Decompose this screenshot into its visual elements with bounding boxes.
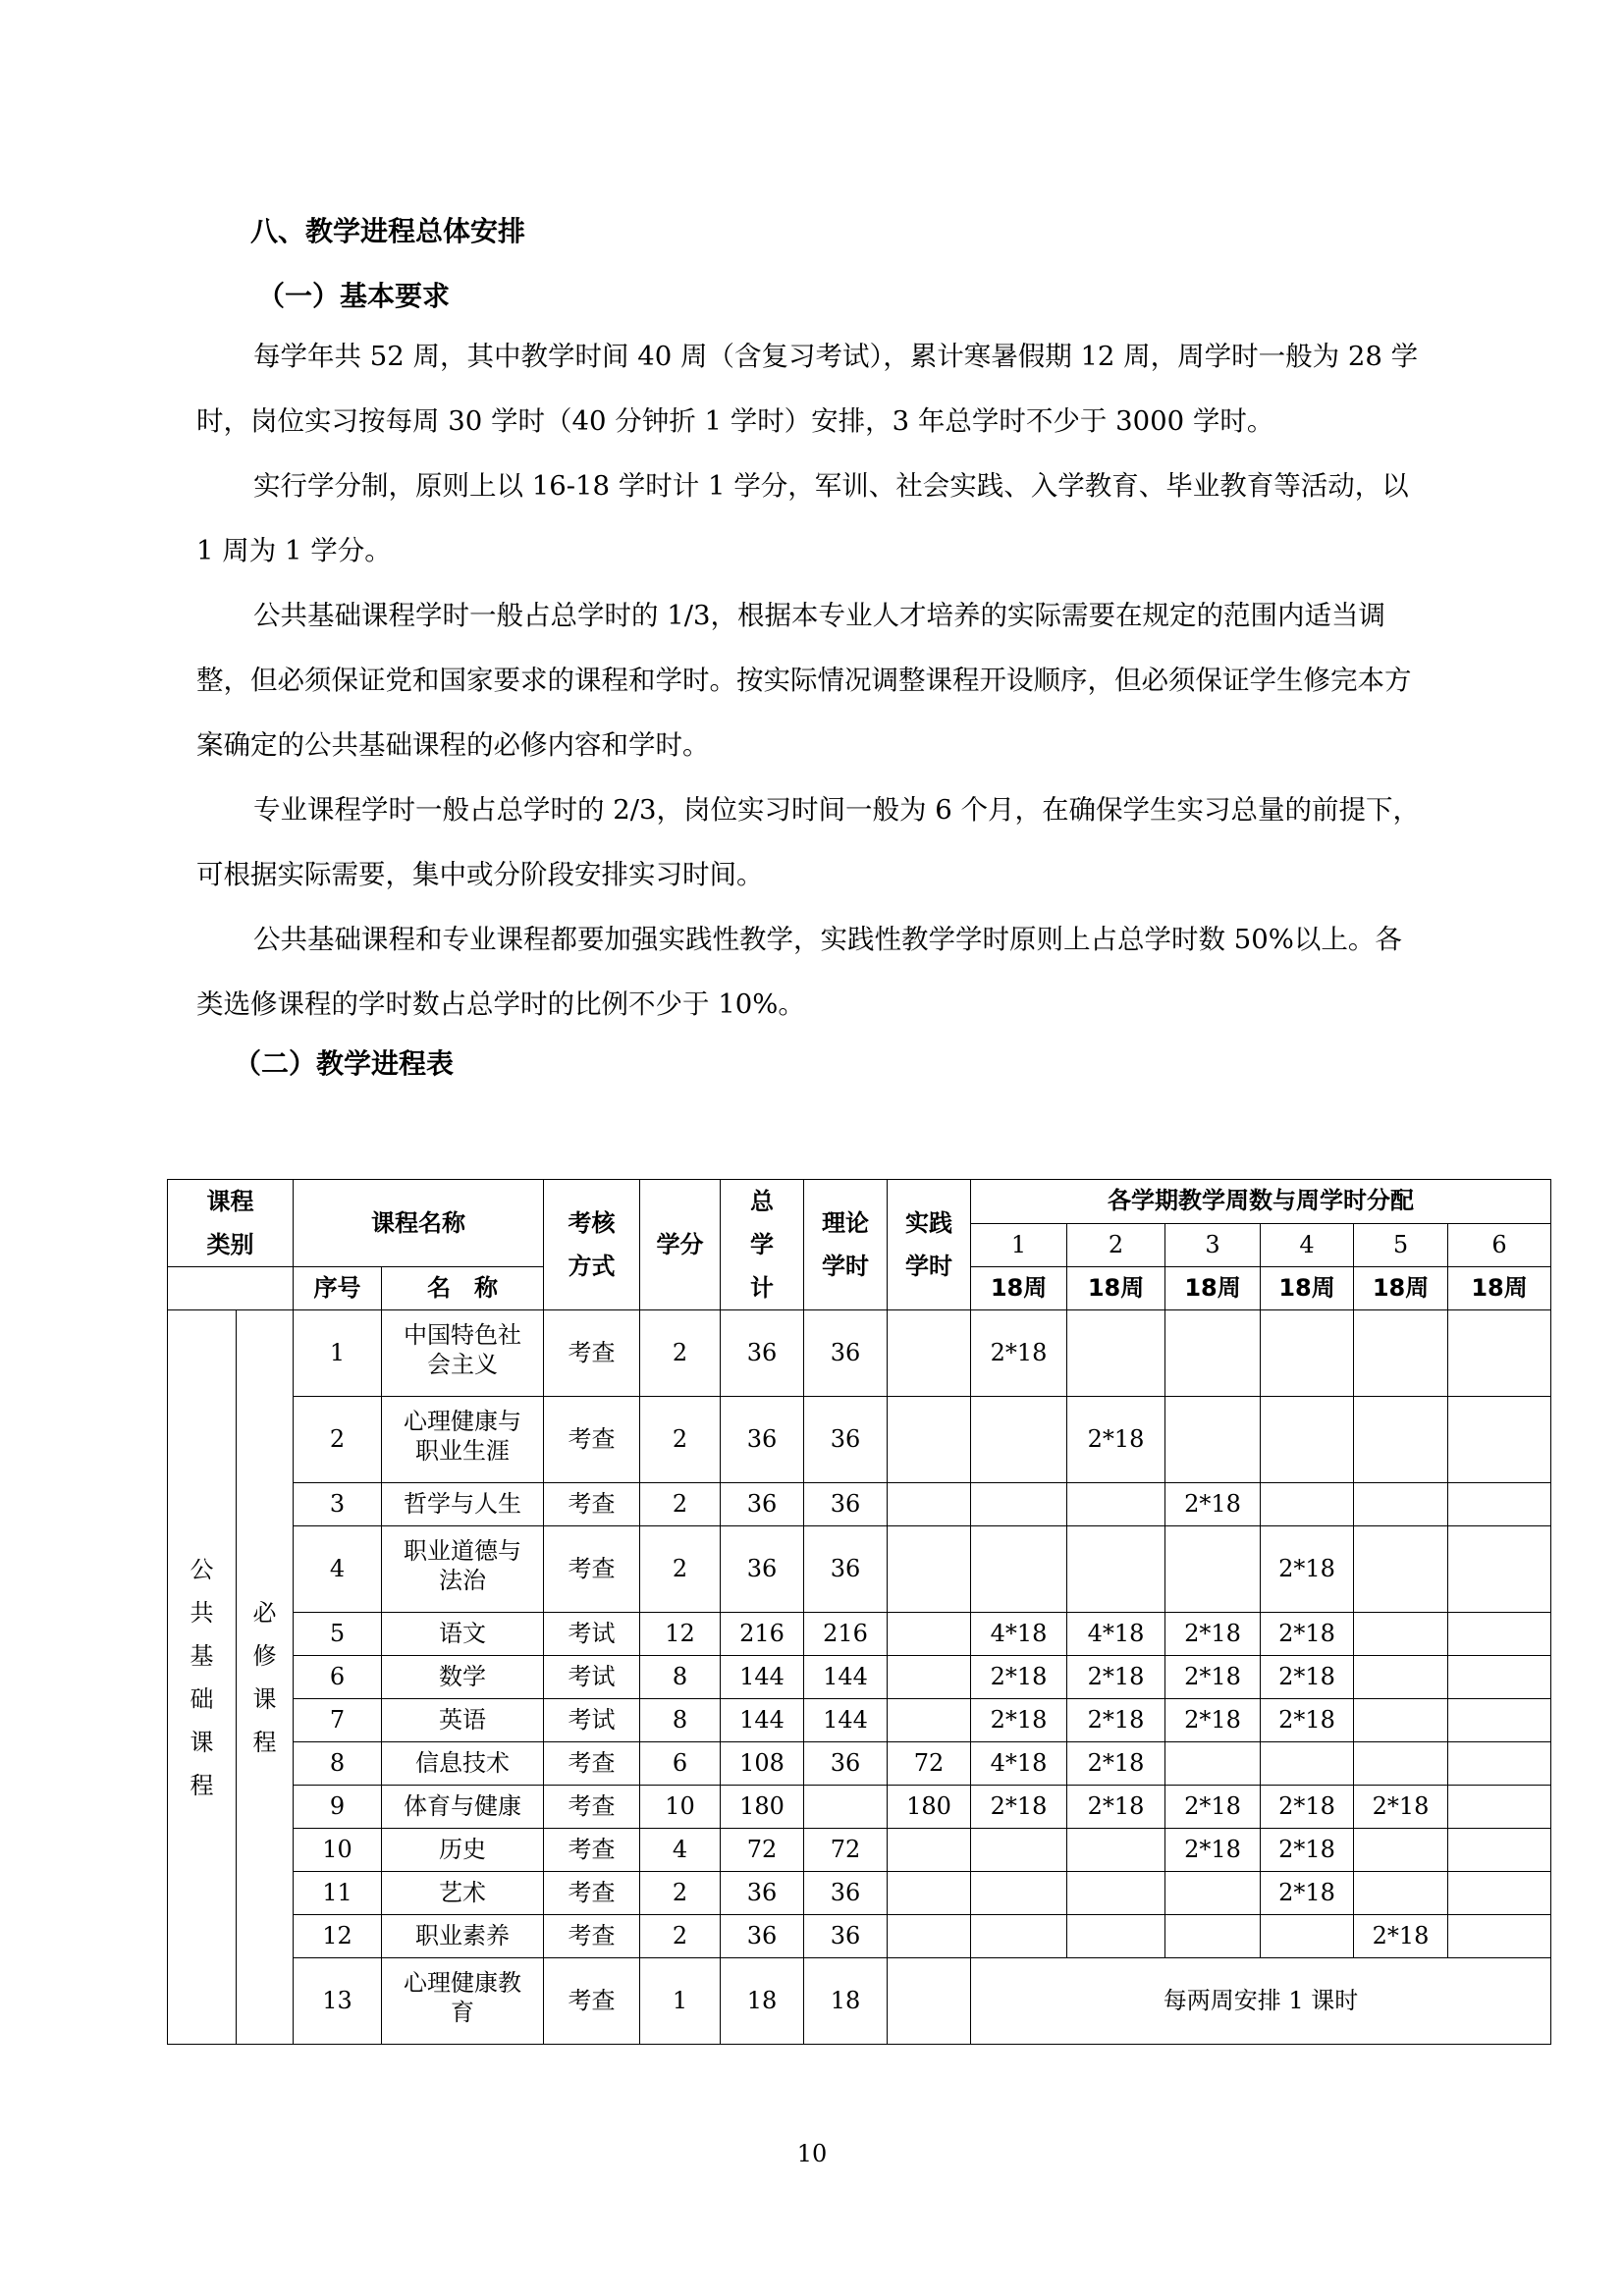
- semester-2-cell: 2*18: [1067, 1699, 1165, 1742]
- seq-cell: 7: [294, 1699, 382, 1742]
- paragraph-1: 每学年共 52 周，其中教学时间 40 周（含复习考试），累计寒暑假期 12 周，周学时一般为 28 学时，岗位实习按每周 30 学时（40 分钟折 1 学时）安排，3 年总学时不少于 3000 学时。: [196, 341, 1419, 437]
- semester-2-cell: 2*18: [1067, 1742, 1165, 1786]
- practice-hours-cell: [888, 1699, 971, 1742]
- course-name-cell: [382, 1742, 544, 1786]
- semester-4-cell: 2*18: [1261, 1699, 1354, 1742]
- semester-4-cell: [1261, 1483, 1354, 1526]
- total-hours-cell: 72: [721, 1829, 804, 1872]
- semester-4-cell: 2*18: [1261, 1786, 1354, 1829]
- semester-5-cell: [1354, 1872, 1448, 1915]
- theory-hours-cell: 72: [804, 1829, 888, 1872]
- total-hours-cell: 36: [721, 1483, 804, 1526]
- course-name-cell: [382, 1915, 544, 1958]
- table-row: [168, 1613, 1551, 1656]
- total-hours-cell: 180: [721, 1786, 804, 1829]
- semester-1-cell: [971, 1872, 1067, 1915]
- semester-2-cell: 2*18: [1067, 1397, 1165, 1483]
- table-row: [168, 1915, 1551, 1958]
- semester-3-cell: [1165, 1742, 1261, 1786]
- semester-6-cell: [1448, 1872, 1551, 1915]
- semester-6-cell: [1448, 1829, 1551, 1872]
- semester-1-cell: [971, 1526, 1067, 1613]
- semester-5-cell: [1354, 1829, 1448, 1872]
- credit-cell: 4: [640, 1829, 721, 1872]
- theory-hours-cell: [804, 1786, 888, 1829]
- semester-2-cell: [1067, 1483, 1165, 1526]
- category-main-cell: [168, 1310, 237, 2045]
- semester-3-cell: 2*18: [1165, 1786, 1261, 1829]
- course-name-text: 历史: [439, 1836, 486, 1863]
- semester-4-cell: 2*18: [1261, 1526, 1354, 1613]
- semester-3-cell: [1165, 1526, 1261, 1613]
- credit-cell: 12: [640, 1613, 721, 1656]
- semester-2-cell: [1067, 1310, 1165, 1397]
- assessment-cell: 考查: [544, 1310, 640, 1397]
- semester-5-cell: 2*18: [1354, 1786, 1448, 1829]
- total-hours-cell: 36: [721, 1915, 804, 1958]
- semester-4-cell: 2*18: [1261, 1872, 1354, 1915]
- course-name-cell: [382, 1699, 544, 1742]
- semester-4-cell: 2*18: [1261, 1613, 1354, 1656]
- theory-hours-cell: 36: [804, 1526, 888, 1613]
- header-weeks-5: 18周: [1354, 1267, 1448, 1310]
- semester-6-cell: [1448, 1786, 1551, 1829]
- paragraph-5: 公共基础课程和专业课程都要加强实践性教学，实践性教学学时原则上占总学时数 50%以上。各类选修课程的学时数占总学时的比例不少于 10%。: [196, 924, 1402, 1020]
- credit-cell: 2: [640, 1526, 721, 1613]
- header-semester-2: 2: [1067, 1223, 1165, 1267]
- category-sub-cell: [237, 1310, 294, 2045]
- header-semester-5: 5: [1354, 1223, 1448, 1267]
- semester-6-cell: [1448, 1310, 1551, 1397]
- credit-cell: 1: [640, 1958, 721, 2045]
- course-name-text: 中国特色社会主义: [404, 1321, 521, 1378]
- semester-4-cell: [1261, 1915, 1354, 1958]
- course-name-text: 职业素养: [415, 1922, 510, 1949]
- semester-3-cell: 2*18: [1165, 1483, 1261, 1526]
- semester-5-cell: [1354, 1656, 1448, 1699]
- header-semester-1: 1: [971, 1223, 1067, 1267]
- credit-cell: 2: [640, 1483, 721, 1526]
- semester-merged-note-cell: 每两周安排 1 课时: [971, 1958, 1551, 2045]
- semester-4-cell: 2*18: [1261, 1829, 1354, 1872]
- seq-cell: 2: [294, 1397, 382, 1483]
- semester-3-cell: 2*18: [1165, 1699, 1261, 1742]
- theory-hours-cell: 36: [804, 1310, 888, 1397]
- table-row: [168, 1742, 1551, 1786]
- seq-cell: 12: [294, 1915, 382, 1958]
- practice-hours-cell: [888, 1915, 971, 1958]
- semester-4-cell: [1261, 1742, 1354, 1786]
- header-seq: 序号: [294, 1267, 382, 1310]
- practice-hours-cell: [888, 1483, 971, 1526]
- semester-6-cell: [1448, 1483, 1551, 1526]
- semester-6-cell: [1448, 1397, 1551, 1483]
- paragraph-3: 公共基础课程学时一般占总学时的 1/3，根据本专业人才培养的实际需要在规定的范围内适当调整，但必须保证党和国家要求的课程和学时。按实际情况调整课程开设顺序，但必须保证学生修完本方案确定的公共基础课程的必修内容和学时。: [196, 600, 1412, 761]
- header-theory-hours: [804, 1180, 888, 1310]
- assessment-cell: 考查: [544, 1872, 640, 1915]
- semester-2-cell: [1067, 1526, 1165, 1613]
- semester-1-cell: 2*18: [971, 1310, 1067, 1397]
- total-hours-cell: 36: [721, 1526, 804, 1613]
- semester-1-cell: [971, 1483, 1067, 1526]
- assessment-cell: 考查: [544, 1397, 640, 1483]
- table-row: [168, 1699, 1551, 1742]
- seq-cell: 1: [294, 1310, 382, 1397]
- course-name-text: 信息技术: [415, 1749, 510, 1777]
- semester-5-cell: [1354, 1397, 1448, 1483]
- semester-3-cell: 2*18: [1165, 1613, 1261, 1656]
- total-hours-cell: 36: [721, 1872, 804, 1915]
- course-name-cell: [382, 1310, 544, 1397]
- semester-1-cell: 4*18: [971, 1613, 1067, 1656]
- theory-hours-cell: 36: [804, 1915, 888, 1958]
- header-credit: 学分: [640, 1180, 721, 1310]
- header-theory-hours-text: 理论学时: [822, 1209, 869, 1280]
- semester-3-cell: 2*18: [1165, 1656, 1261, 1699]
- table-row: [168, 1397, 1551, 1483]
- semester-1-cell: [971, 1829, 1067, 1872]
- semester-4-cell: [1261, 1310, 1354, 1397]
- course-name-cell: [382, 1656, 544, 1699]
- semester-1-cell: [971, 1397, 1067, 1483]
- practice-hours-cell: [888, 1613, 971, 1656]
- course-name-text: 心理健康教育: [404, 1969, 521, 2026]
- semester-1-cell: 4*18: [971, 1742, 1067, 1786]
- header-practice-hours: [888, 1180, 971, 1310]
- course-name-text: 英语: [439, 1706, 486, 1734]
- header-semester-6: 6: [1448, 1223, 1551, 1267]
- header-practice-hours-text: 实践学时: [905, 1209, 952, 1280]
- assessment-cell: 考查: [544, 1483, 640, 1526]
- assessment-cell: 考查: [544, 1786, 640, 1829]
- assessment-cell: 考查: [544, 1958, 640, 2045]
- header-total-hours-text: 总学计: [750, 1188, 774, 1302]
- course-name-text: 数学: [439, 1663, 486, 1690]
- table-row: [168, 1872, 1551, 1915]
- course-name-text: 语文: [439, 1620, 486, 1647]
- theory-hours-cell: 36: [804, 1483, 888, 1526]
- course-name-cell: [382, 1526, 544, 1613]
- semester-5-cell: [1354, 1699, 1448, 1742]
- header-semester-group: 各学期教学周数与周学时分配: [971, 1180, 1551, 1224]
- semester-1-cell: 2*18: [971, 1656, 1067, 1699]
- semester-5-cell: [1354, 1742, 1448, 1786]
- table-row: [168, 1786, 1551, 1829]
- header-category-text: 课程类别: [206, 1188, 254, 1258]
- course-name-cell: [382, 1397, 544, 1483]
- credit-cell: 8: [640, 1699, 721, 1742]
- semester-3-cell: [1165, 1872, 1261, 1915]
- practice-hours-cell: [888, 1310, 971, 1397]
- practice-hours-cell: [888, 1526, 971, 1613]
- table-row: [168, 1310, 1551, 1397]
- table-row: [168, 1483, 1551, 1526]
- semester-1-cell: 2*18: [971, 1699, 1067, 1742]
- header-weeks-2: 18周: [1067, 1267, 1165, 1310]
- theory-hours-cell: 18: [804, 1958, 888, 2045]
- semester-3-cell: [1165, 1915, 1261, 1958]
- assessment-cell: 考试: [544, 1699, 640, 1742]
- semester-5-cell: [1354, 1483, 1448, 1526]
- seq-cell: 8: [294, 1742, 382, 1786]
- practice-hours-cell: [888, 1397, 971, 1483]
- semester-3-cell: 2*18: [1165, 1829, 1261, 1872]
- credit-cell: 2: [640, 1915, 721, 1958]
- paragraph-4: 专业课程学时一般占总学时的 2/3，岗位实习时间一般为 6 个月，在确保学生实习总量的前提下，可根据实际需要，集中或分阶段安排实习时间。: [196, 794, 1420, 890]
- semester-6-cell: [1448, 1699, 1551, 1742]
- seq-cell: 6: [294, 1656, 382, 1699]
- semester-5-cell: [1354, 1310, 1448, 1397]
- semester-3-cell: [1165, 1397, 1261, 1483]
- page-number: 10: [796, 2140, 828, 2167]
- course-name-cell: [382, 1829, 544, 1872]
- seq-cell: 3: [294, 1483, 382, 1526]
- semester-2-cell: [1067, 1829, 1165, 1872]
- paragraph-2: 实行学分制，原则上以 16-18 学时计 1 学分，军训、社会实践、入学教育、毕业教育等活动，以 1 周为 1 学分。: [196, 470, 1409, 566]
- header-course-name: 课程名称: [294, 1180, 544, 1267]
- semester-2-cell: [1067, 1872, 1165, 1915]
- seq-cell: 10: [294, 1829, 382, 1872]
- practice-hours-cell: 180: [888, 1786, 971, 1829]
- semester-6-cell: [1448, 1656, 1551, 1699]
- header-assessment-text: 考核方式: [568, 1209, 616, 1280]
- theory-hours-cell: 36: [804, 1872, 888, 1915]
- total-hours-cell: 144: [721, 1656, 804, 1699]
- assessment-cell: 考查: [544, 1526, 640, 1613]
- header-category-blank: [168, 1267, 294, 1310]
- credit-cell: 6: [640, 1742, 721, 1786]
- semester-1-cell: [971, 1915, 1067, 1958]
- semester-6-cell: [1448, 1915, 1551, 1958]
- theory-hours-cell: 144: [804, 1656, 888, 1699]
- table-row: [168, 1958, 1551, 2045]
- assessment-cell: 考查: [544, 1915, 640, 1958]
- course-name-text: 心理健康与职业生涯: [404, 1408, 521, 1465]
- theory-hours-cell: 144: [804, 1699, 888, 1742]
- semester-4-cell: [1261, 1397, 1354, 1483]
- practice-hours-cell: 72: [888, 1742, 971, 1786]
- practice-hours-cell: [888, 1656, 971, 1699]
- credit-cell: 8: [640, 1656, 721, 1699]
- seq-cell: 4: [294, 1526, 382, 1613]
- total-hours-cell: 36: [721, 1397, 804, 1483]
- semester-3-cell: [1165, 1310, 1261, 1397]
- course-name-cell: [382, 1958, 544, 2045]
- practice-hours-cell: [888, 1872, 971, 1915]
- assessment-cell: 考试: [544, 1613, 640, 1656]
- header-weeks-4: 18周: [1261, 1267, 1354, 1310]
- table-row: [168, 1829, 1551, 1872]
- total-hours-cell: 216: [721, 1613, 804, 1656]
- subsection-heading-basic-requirements: （一）基本要求: [257, 280, 451, 312]
- assessment-cell: 考查: [544, 1829, 640, 1872]
- assessment-cell: 考查: [544, 1742, 640, 1786]
- seq-cell: 13: [294, 1958, 382, 2045]
- total-hours-cell: 18: [721, 1958, 804, 2045]
- header-weeks-3: 18周: [1165, 1267, 1261, 1310]
- semester-5-cell: [1354, 1613, 1448, 1656]
- semester-1-cell: 2*18: [971, 1786, 1067, 1829]
- seq-cell: 5: [294, 1613, 382, 1656]
- seq-cell: 9: [294, 1786, 382, 1829]
- subsection-heading-schedule: （二）教学进程表: [234, 1047, 455, 1080]
- semester-5-cell: [1354, 1526, 1448, 1613]
- semester-2-cell: 4*18: [1067, 1613, 1165, 1656]
- theory-hours-cell: 36: [804, 1397, 888, 1483]
- total-hours-cell: 144: [721, 1699, 804, 1742]
- semester-5-cell: 2*18: [1354, 1915, 1448, 1958]
- semester-6-cell: [1448, 1742, 1551, 1786]
- header-semester-3: 3: [1165, 1223, 1261, 1267]
- header-total-hours: [721, 1180, 804, 1310]
- header-weeks-6: 18周: [1448, 1267, 1551, 1310]
- course-name-cell: [382, 1483, 544, 1526]
- teaching-schedule-table: [167, 1179, 1551, 2045]
- header-assessment: [544, 1180, 640, 1310]
- category-sub-text: 必修课程: [252, 1598, 277, 1756]
- header-category: [168, 1180, 294, 1267]
- course-name-text: 体育与健康: [404, 1792, 521, 1820]
- course-name-text: 艺术: [439, 1879, 486, 1906]
- section-heading: 八、教学进程总体安排: [250, 215, 526, 247]
- course-name-text: 哲学与人生: [404, 1490, 521, 1518]
- semester-6-cell: [1448, 1526, 1551, 1613]
- category-main-text: 公共基础课程: [189, 1555, 214, 1799]
- table-row: [168, 1526, 1551, 1613]
- table-row: [168, 1656, 1551, 1699]
- header-name: 名 称: [382, 1267, 544, 1310]
- total-hours-cell: 108: [721, 1742, 804, 1786]
- credit-cell: 2: [640, 1310, 721, 1397]
- theory-hours-cell: 36: [804, 1742, 888, 1786]
- credit-cell: 2: [640, 1872, 721, 1915]
- practice-hours-cell: [888, 1958, 971, 2045]
- course-name-cell: [382, 1613, 544, 1656]
- header-semester-4: 4: [1261, 1223, 1354, 1267]
- course-name-cell: [382, 1872, 544, 1915]
- course-name-cell: [382, 1786, 544, 1829]
- semester-2-cell: [1067, 1915, 1165, 1958]
- semester-2-cell: 2*18: [1067, 1656, 1165, 1699]
- theory-hours-cell: 216: [804, 1613, 888, 1656]
- credit-cell: 10: [640, 1786, 721, 1829]
- semester-2-cell: 2*18: [1067, 1786, 1165, 1829]
- semester-4-cell: 2*18: [1261, 1656, 1354, 1699]
- course-name-text: 职业道德与法治: [404, 1537, 521, 1594]
- total-hours-cell: 36: [721, 1310, 804, 1397]
- assessment-cell: 考试: [544, 1656, 640, 1699]
- seq-cell: 11: [294, 1872, 382, 1915]
- header-weeks-1: 18周: [971, 1267, 1067, 1310]
- semester-6-cell: [1448, 1613, 1551, 1656]
- practice-hours-cell: [888, 1829, 971, 1872]
- credit-cell: 2: [640, 1397, 721, 1483]
